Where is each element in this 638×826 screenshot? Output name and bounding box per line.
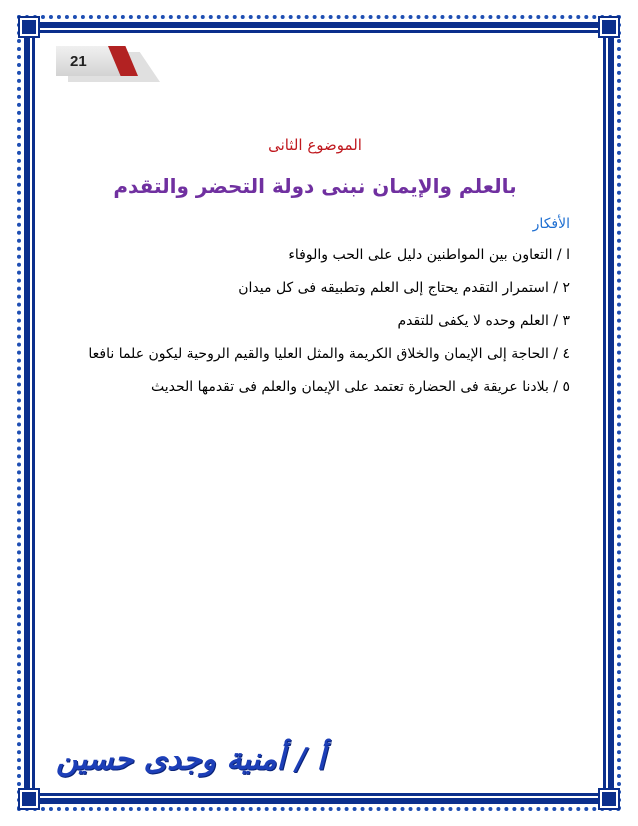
topic-label: الموضوع الثانى (268, 136, 362, 154)
border-corner-ornament (602, 20, 616, 34)
idea-item: ٢ / استمرار التقدم يحتاج إلى العلم وتطبيقه فى كل ميدان (238, 280, 570, 296)
ideas-heading: الأفكار (532, 216, 570, 232)
page-number-badge (56, 46, 156, 80)
document-body (60, 136, 570, 397)
idea-item: ٤ / الحاجة إلى الإيمان والخلاق الكريمة والمثل العليا والقيم الروحية ليكون علما نافعا (88, 346, 570, 362)
page-title: بالعلم والإيمان نبنى دولة التحضر والتقدم (113, 174, 517, 198)
ideas-list (60, 245, 570, 397)
border-corner-ornament (22, 20, 36, 34)
idea-item: ٣ / العلم وحده لا يكفى للتقدم (397, 313, 570, 329)
page-number: 21 (70, 53, 87, 70)
border-corner-ornament (602, 792, 616, 806)
border-corner-ornament (22, 792, 36, 806)
idea-item: ٥ / بلادنا عريقة فى الحضارة تعتمد على الإيمان والعلم فى تقدمها الحديث (150, 379, 570, 395)
idea-item: ا / التعاون بين المواطنين دليل على الحب والوفاء (288, 247, 570, 263)
author-signature: أ / أمنية وجدى حسين (56, 742, 326, 777)
